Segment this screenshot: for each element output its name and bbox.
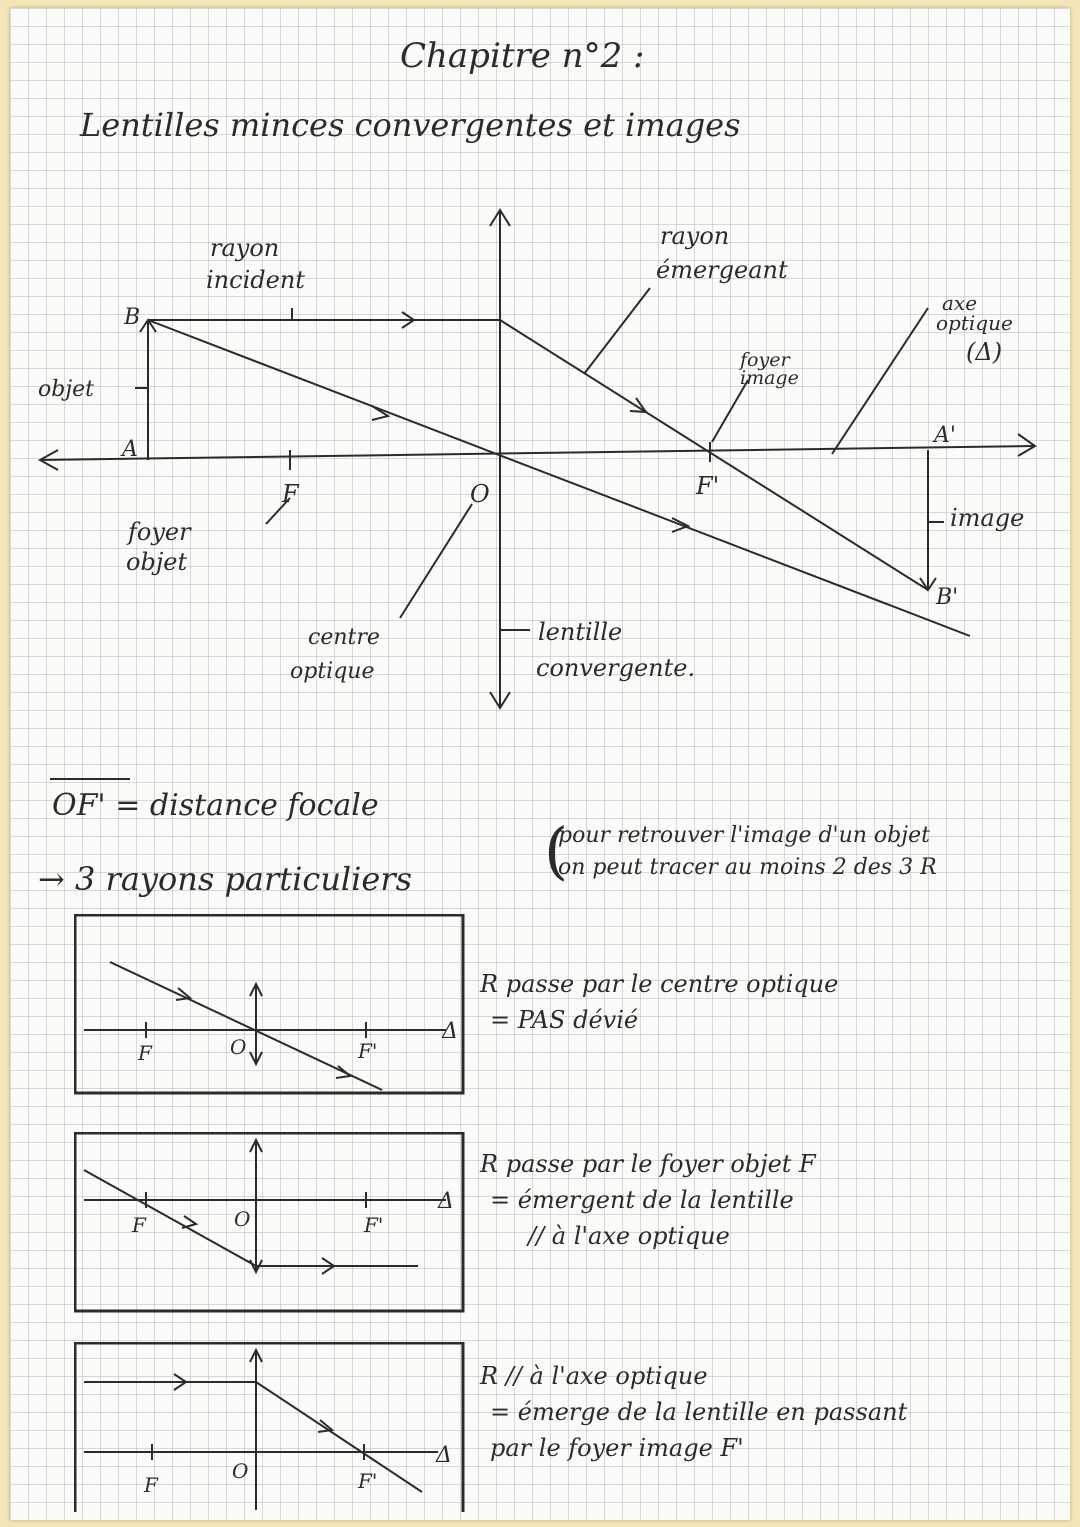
f-label: F (138, 1041, 152, 1065)
central-ray (110, 962, 382, 1090)
incident-label-2: incident (206, 266, 305, 294)
point-b-label: B (124, 305, 141, 330)
optical-axis-line (40, 446, 1035, 460)
image-focus-leader (712, 380, 748, 442)
point-b-prime-label: B' (936, 585, 959, 610)
axis-label-3: (Δ) (966, 338, 1003, 366)
diagram-frame (75, 915, 463, 1093)
axis-label-2: optique (936, 311, 1013, 335)
vector-overline (50, 778, 130, 780)
centre-label-1: centre (308, 625, 380, 650)
incident-label-1: rayon (210, 234, 280, 262)
centre-leader (400, 504, 472, 618)
notebook-page (10, 8, 1070, 1520)
rule-object-focus-ray (480, 1146, 1070, 1254)
ray-through-object-focus (84, 1170, 256, 1266)
emergent-label-1: rayon (660, 222, 730, 250)
point-a-label: A (122, 437, 138, 462)
rule-line: = PAS dévié (490, 1006, 639, 1034)
rule-line: R // à l'axe optique (480, 1362, 708, 1390)
point-o-label: O (470, 480, 490, 508)
image-label: image (950, 504, 1025, 532)
rule-centre-ray (480, 966, 1070, 1038)
rule-parallel-ray (480, 1358, 1070, 1466)
rule-line: R passe par le centre optique (480, 970, 839, 998)
rule-line: R passe par le foyer objet F (480, 1150, 816, 1178)
rule-line: = émerge de la lentille en passant (490, 1398, 908, 1426)
f-prime-label: F' (358, 1469, 378, 1493)
focal-text: = distance focale (115, 788, 379, 823)
image-focus-label-1: foyer (740, 349, 790, 371)
special-rays-note (558, 820, 937, 884)
lens-label-2: convergente. (536, 654, 696, 682)
ray-diagram-centre (74, 914, 466, 1096)
delta-label: Δ (436, 1443, 452, 1468)
emergent-ray-through-focus (256, 1382, 422, 1492)
delta-label: Δ (438, 1189, 454, 1214)
chapter-title: Chapitre n°2 : (400, 36, 645, 76)
emergent-leader (584, 288, 650, 374)
ray-diagram-object-focus (74, 1132, 466, 1314)
rule-line: = émergent de la lentille (490, 1186, 794, 1214)
axis-label-1: axe (942, 291, 978, 315)
focal-distance-line (52, 788, 379, 823)
ray-arrow-icon (630, 398, 646, 412)
f-label: F (132, 1213, 146, 1237)
centre-label-2: optique (290, 659, 375, 684)
emergent-ray-through-focus (500, 320, 928, 590)
ray-arrow-icon (318, 1420, 332, 1432)
note-line-2: on peut tracer au moins 2 des 3 R (558, 855, 937, 880)
note-bracket: ( (544, 814, 569, 887)
axis-right-arrow-icon (1018, 434, 1035, 456)
chapter-subtitle: Lentilles minces convergentes et images (80, 106, 741, 144)
o-label: O (232, 1459, 249, 1483)
o-label: O (230, 1035, 247, 1059)
main-lens-diagram (10, 198, 1070, 738)
image-focus-label-2: image (740, 367, 799, 389)
object-focus-label-1: foyer (128, 518, 191, 546)
central-ray (148, 320, 970, 636)
emergent-label-2: émergeant (656, 256, 788, 284)
object-label: objet (38, 377, 95, 402)
ray-diagram-parallel (74, 1342, 466, 1512)
note-line-1: pour retrouver l'image d'un objet (558, 823, 930, 848)
point-f-label: F (282, 480, 299, 508)
delta-label: Δ (442, 1019, 458, 1044)
rule-line: // à l'axe optique (528, 1222, 730, 1250)
point-f-prime-label: F' (696, 472, 720, 500)
object-focus-label-2: objet (126, 548, 188, 576)
f-prime-label: F' (364, 1213, 384, 1237)
focal-symbol: OF' (52, 788, 106, 823)
f-prime-label: F' (358, 1039, 378, 1063)
f-label: F (144, 1473, 158, 1497)
ray-arrow-icon (372, 406, 388, 420)
o-label: O (234, 1207, 251, 1231)
axis-leader (832, 308, 928, 454)
point-a-prime-label: A' (934, 423, 956, 448)
rule-line: par le foyer image F' (490, 1434, 744, 1462)
diagram-frame (75, 1343, 463, 1512)
special-rays-heading: → 3 rayons particuliers (38, 860, 413, 898)
lens-label-1: lentille (538, 618, 623, 646)
